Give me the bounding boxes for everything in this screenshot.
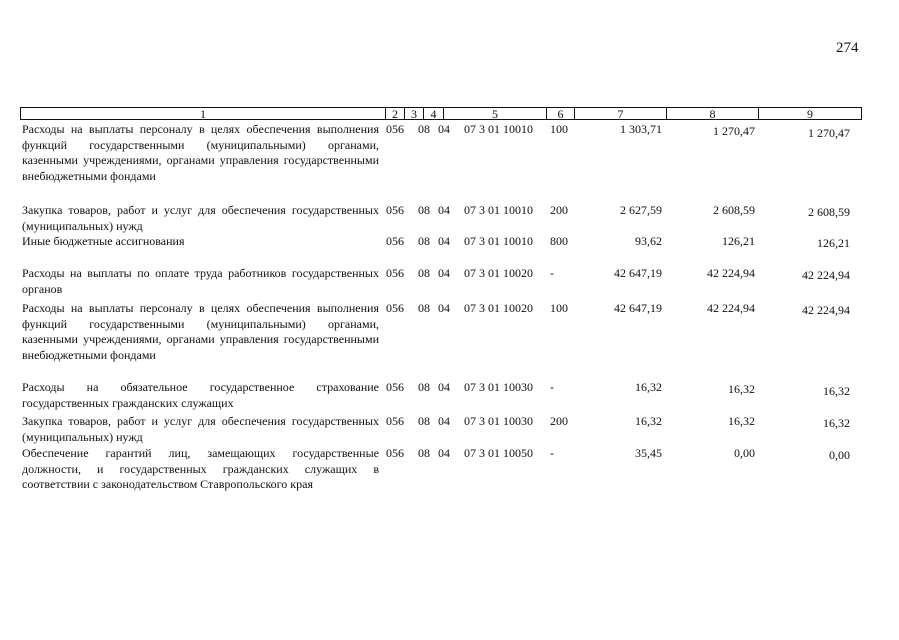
- table-header: [20, 107, 862, 121]
- row-cell-amount-7: 16,32: [635, 380, 662, 394]
- row-cell-amount-7: 35,45: [635, 446, 662, 460]
- row-description: Закупка товаров, работ и услуг для обеспечения государственных (муниципальных) нужд: [22, 414, 379, 444]
- row-cell-target-article: 07 3 01 10050: [464, 446, 533, 460]
- row-cell-section: 08: [418, 203, 430, 217]
- row-cell-amount-9: 42 224,94: [802, 268, 850, 282]
- row-cell-subsection: 04: [438, 380, 450, 394]
- row-cell-expense-type: -: [550, 446, 554, 460]
- row-cell-amount-7: 1 303,71: [620, 122, 662, 136]
- row-cell-target-article: 07 3 01 10010: [464, 122, 533, 136]
- row-cell-expense-type: -: [550, 266, 554, 280]
- row-cell-amount-7: 93,62: [635, 234, 662, 248]
- row-cell-ministry: 056: [386, 446, 404, 460]
- row-cell-ministry: 056: [386, 380, 404, 394]
- row-cell-amount-8: 16,32: [728, 414, 755, 428]
- row-cell-ministry: 056: [386, 301, 404, 315]
- row-cell-section: 08: [418, 414, 430, 428]
- row-cell-ministry: 056: [386, 122, 404, 136]
- header-col-7: 7: [574, 107, 667, 120]
- row-cell-target-article: 07 3 01 10030: [464, 380, 533, 394]
- row-cell-amount-8: 126,21: [722, 234, 755, 248]
- row-cell-amount-8: 42 224,94: [707, 266, 755, 280]
- header-col-1: 1: [20, 107, 386, 120]
- row-cell-amount-7: 42 647,19: [614, 266, 662, 280]
- header-col-5: 5: [443, 107, 547, 120]
- row-cell-subsection: 04: [438, 446, 450, 460]
- row-cell-ministry: 056: [386, 266, 404, 280]
- row-cell-expense-type: -: [550, 380, 554, 394]
- row-cell-section: 08: [418, 122, 430, 136]
- row-cell-target-article: 07 3 01 10030: [464, 414, 533, 428]
- row-description: Расходы на выплаты персоналу в целях обеспечения выполнения функций государственными (муниципальными) органами, казенными учреждениями, органами управления государственными внебюджетными фондами: [22, 301, 379, 362]
- row-cell-amount-9: 16,32: [823, 416, 850, 430]
- row-cell-amount-8: 2 608,59: [713, 203, 755, 217]
- row-cell-amount-8: 16,32: [728, 382, 755, 396]
- row-description: Обеспечение гарантий лиц, замещающих государственные должности, и государственных гражданских служащих в соответствии с законодательством Ставропольского края: [22, 446, 379, 491]
- row-cell-ministry: 056: [386, 234, 404, 248]
- row-cell-subsection: 04: [438, 203, 450, 217]
- row-description: Закупка товаров, работ и услуг для обеспечения государственных (муниципальных) нужд: [22, 203, 379, 233]
- row-cell-section: 08: [418, 380, 430, 394]
- row-cell-amount-8: 0,00: [734, 446, 755, 460]
- row-description: Расходы на выплаты по оплате труда работников государственных органов: [22, 266, 379, 296]
- row-cell-amount-8: 42 224,94: [707, 301, 755, 315]
- row-cell-subsection: 04: [438, 122, 450, 136]
- row-cell-expense-type: 100: [550, 122, 568, 136]
- row-cell-section: 08: [418, 234, 430, 248]
- row-cell-amount-7: 16,32: [635, 414, 662, 428]
- row-cell-ministry: 056: [386, 414, 404, 428]
- row-cell-amount-7: 2 627,59: [620, 203, 662, 217]
- row-cell-subsection: 04: [438, 301, 450, 315]
- page-number: 274: [836, 40, 859, 56]
- header-col-4: 4: [423, 107, 444, 120]
- row-cell-section: 08: [418, 266, 430, 280]
- row-cell-amount-9: 16,32: [823, 384, 850, 398]
- header-col-6: 6: [546, 107, 575, 120]
- row-cell-target-article: 07 3 01 10020: [464, 266, 533, 280]
- row-cell-subsection: 04: [438, 414, 450, 428]
- row-cell-expense-type: 200: [550, 203, 568, 217]
- row-cell-amount-9: 126,21: [817, 236, 850, 250]
- row-cell-amount-9: 42 224,94: [802, 303, 850, 317]
- header-col-8: 8: [666, 107, 759, 120]
- row-cell-amount-9: 2 608,59: [808, 205, 850, 219]
- row-cell-target-article: 07 3 01 10010: [464, 234, 533, 248]
- row-cell-subsection: 04: [438, 234, 450, 248]
- row-description: Расходы на обязательное государственное страхование государственных гражданских служащих: [22, 380, 379, 410]
- row-description: Расходы на выплаты персоналу в целях обеспечения выполнения функций государственными (муниципальными) органами, казенными учреждениями, органами управления государственными внебюджетными фондами: [22, 122, 379, 183]
- row-cell-expense-type: 200: [550, 414, 568, 428]
- row-cell-section: 08: [418, 446, 430, 460]
- header-col-3: 3: [404, 107, 424, 120]
- row-cell-amount-8: 1 270,47: [713, 124, 755, 138]
- row-cell-target-article: 07 3 01 10020: [464, 301, 533, 315]
- row-cell-amount-9: 1 270,47: [808, 126, 850, 140]
- row-cell-expense-type: 800: [550, 234, 568, 248]
- header-col-2: 2: [385, 107, 405, 120]
- row-cell-section: 08: [418, 301, 430, 315]
- row-cell-expense-type: 100: [550, 301, 568, 315]
- header-col-9: 9: [758, 107, 862, 120]
- row-cell-amount-9: 0,00: [829, 448, 850, 462]
- row-cell-amount-7: 42 647,19: [614, 301, 662, 315]
- row-cell-subsection: 04: [438, 266, 450, 280]
- row-description: Иные бюджетные ассигнования: [22, 234, 185, 248]
- row-cell-ministry: 056: [386, 203, 404, 217]
- row-cell-target-article: 07 3 01 10010: [464, 203, 533, 217]
